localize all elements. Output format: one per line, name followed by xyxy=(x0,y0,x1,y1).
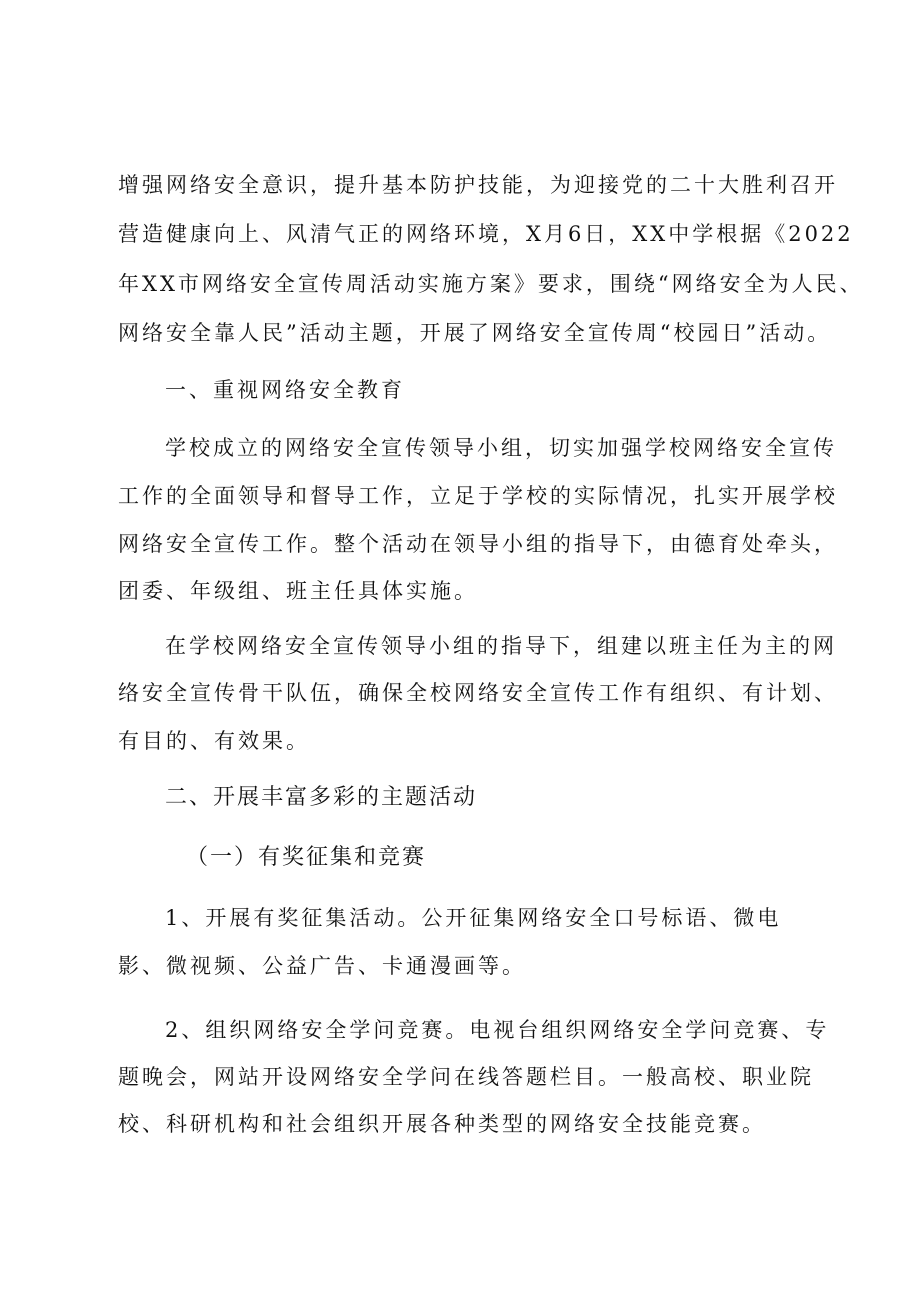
intro-line: 增强网络安全意识，提升基本防护技能，为迎接党的二十大胜利召开 xyxy=(118,173,838,197)
section-heading: 二、开展丰富多彩的主题活动 xyxy=(165,785,478,810)
list-item-line: 校、科研机构和社会组织开展各种类型的网络安全技能竞赛。 xyxy=(118,1112,766,1136)
paragraph-line: 学校成立的网络安全宣传领导小组，切实加强学校网络安全宣传 xyxy=(165,436,837,460)
paragraph-line: 工作的全面领导和督导工作，立足于学校的实际情况，扎实开展学校 xyxy=(118,484,838,508)
paragraph-line: 网络安全宣传工作。整个活动在领导小组的指导下，由德育处牵头， xyxy=(118,532,838,556)
section-heading: 一、重视网络安全教育 xyxy=(165,378,405,402)
paragraph-line: 络安全宣传骨干队伍，确保全校网络安全宣传工作有组织、有计划、 xyxy=(118,681,838,705)
intro-line: 网络安全靠人民”活动主题，开展了网络安全宣传周“校园日”活动。 xyxy=(118,321,832,345)
paragraph-line: 在学校网络安全宣传领导小组的指导下，组建以班主任为主的网 xyxy=(165,634,837,658)
intro-line: 营造健康向上、风清气正的网络环境，X月6日，XX中学根据《2022 xyxy=(118,222,854,246)
list-item-line: 1、开展有奖征集活动。公开征集网络安全口号标语、微电 xyxy=(165,906,782,930)
list-item-line: 题晚会，网站开设网络安全学问在线答题栏目。一般高校、职业院 xyxy=(118,1065,814,1089)
list-item-line: 2、组织网络安全学问竞赛。电视台组织网络安全学问竞赛、专 xyxy=(165,1018,830,1042)
intro-line: 年XX市网络安全宣传周活动实施方案》要求，围绕“网络安全为人民、 xyxy=(118,272,864,296)
list-item-line: 影、微视频、公益广告、卡通漫画等。 xyxy=(118,954,526,978)
paragraph-line: 有目的、有效果。 xyxy=(118,729,310,753)
paragraph-line: 团委、年级组、班主任具体实施。 xyxy=(118,579,478,603)
subsection-heading: （一）有奖征集和竞赛 xyxy=(186,845,427,870)
